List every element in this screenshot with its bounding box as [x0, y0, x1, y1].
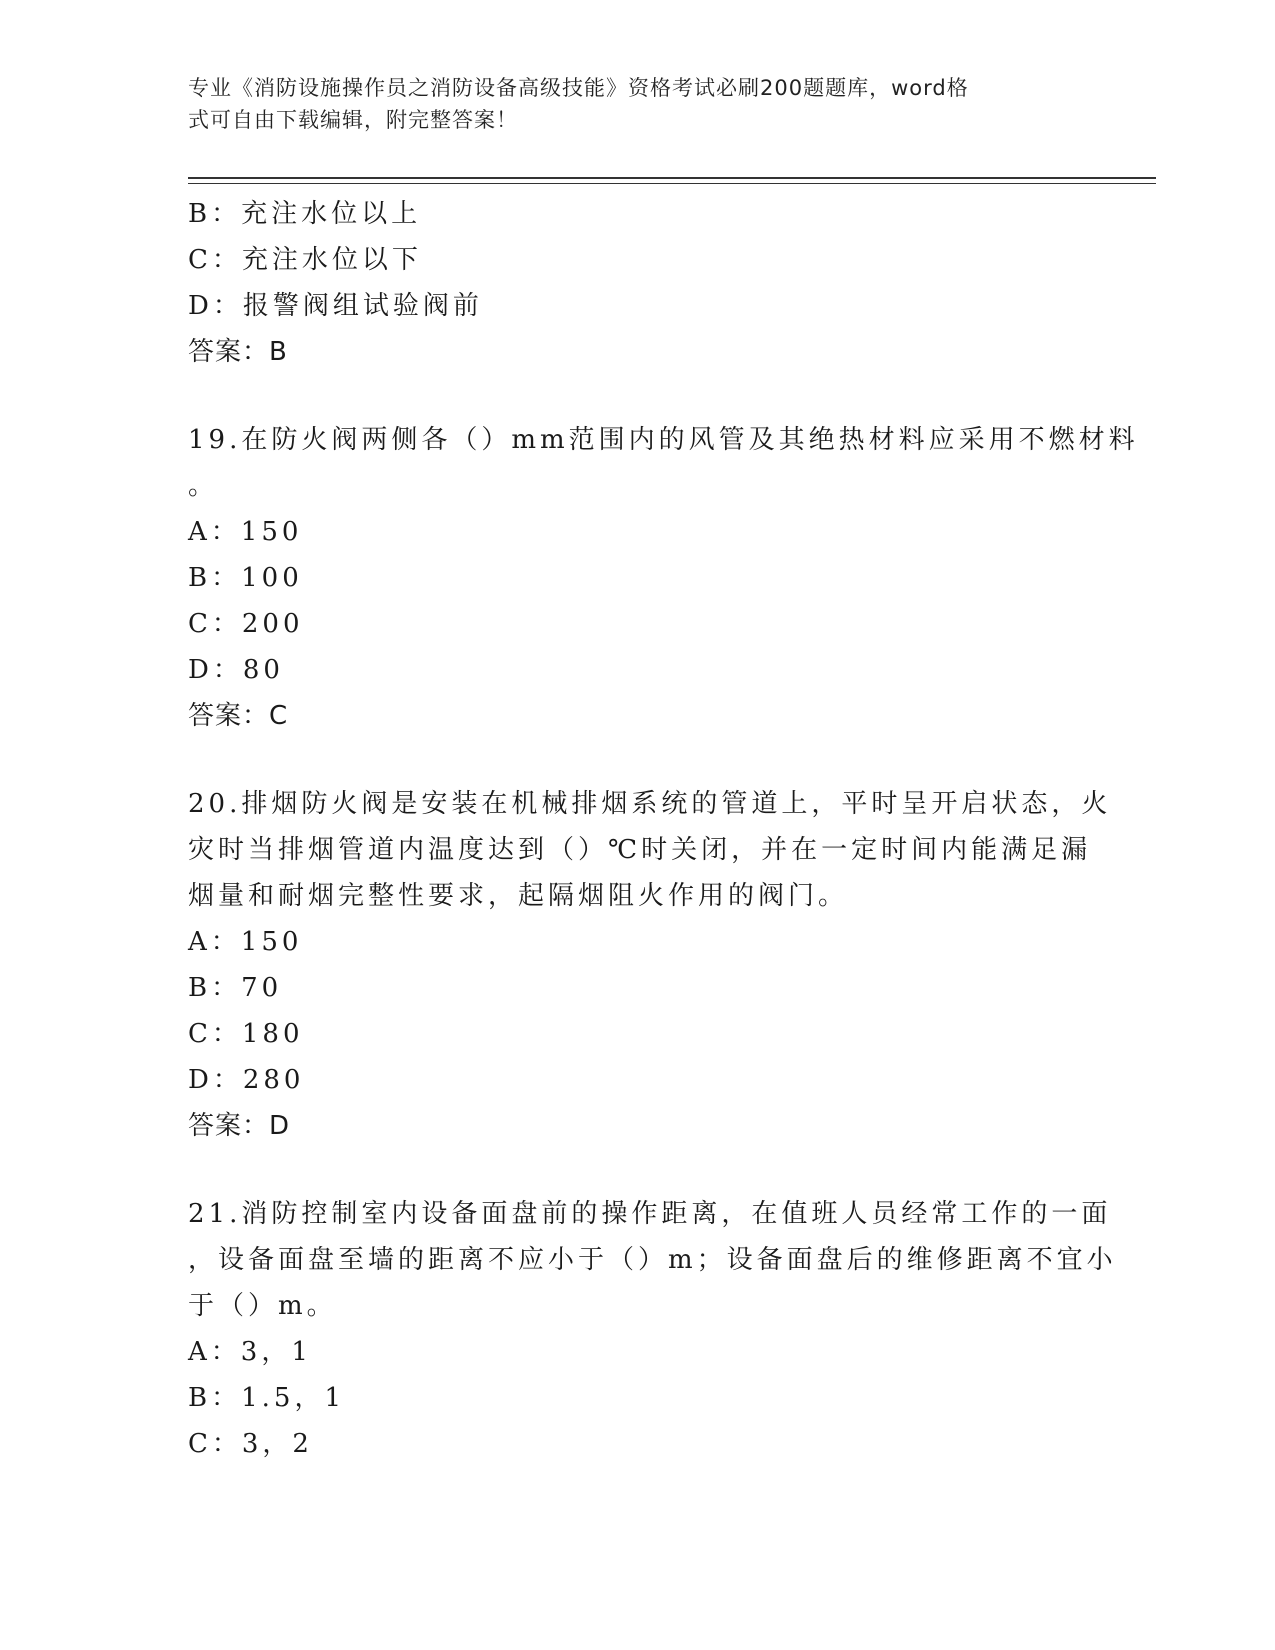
answer-line: 答案：B [188, 337, 288, 367]
option-d: D：报警阀组试验阀前 [188, 291, 483, 321]
option-d: D：80 [188, 655, 284, 685]
option-c: C：充注水位以下 [188, 245, 422, 275]
option-d: D：280 [188, 1065, 305, 1095]
option-c: C：200 [188, 609, 304, 639]
answer-line: 答案：C [188, 701, 289, 731]
question-stem-line: 于（）m。 [188, 1291, 337, 1321]
question-stem-line: 21.消防控制室内设备面盘前的操作距离，在值班人员经常工作的一面 [188, 1199, 1112, 1229]
option-b: B：70 [188, 973, 283, 1003]
question-19 [188, 417, 1139, 739]
header-line-2: 式可自由下载编辑，附完整答案！ [188, 108, 518, 132]
option-c: C：180 [188, 1019, 304, 1049]
option-c: C：3，2 [188, 1429, 313, 1459]
option-b: B：100 [188, 563, 303, 593]
question-stem-line: 20.排烟防火阀是安装在机械排烟系统的管道上，平时呈开启状态，火 [188, 789, 1112, 819]
document-header [188, 72, 1068, 136]
option-a: A：150 [188, 517, 303, 547]
question-stem-line: ，设备面盘至墙的距离不应小于（）m；设备面盘后的维修距离不宜小 [188, 1245, 1117, 1275]
answer-line: 答案：D [188, 1111, 291, 1141]
option-a: A：150 [188, 927, 303, 957]
option-b: B：1.5，1 [188, 1383, 345, 1413]
header-divider-thin [188, 183, 1156, 184]
question-18-tail [188, 191, 1088, 375]
question-21 [188, 1191, 1117, 1467]
question-stem-line: 19.在防火阀两侧各（）mm范围内的风管及其绝热材料应采用不燃材料 [188, 425, 1139, 455]
question-stem-line: 。 [188, 471, 219, 501]
question-stem-line: 烟量和耐烟完整性要求，起隔烟阻火作用的阀门。 [188, 881, 849, 911]
header-line-1: 专业《消防设施操作员之消防设备高级技能》资格考试必刷200题题库，word格 [188, 76, 969, 100]
question-list [188, 191, 1139, 1467]
option-b: B：充注水位以上 [188, 199, 422, 229]
question-20 [188, 781, 1112, 1149]
question-stem-line: 灾时当排烟管道内温度达到（）℃时关闭，并在一定时间内能满足漏 [188, 835, 1092, 865]
header-divider-thick [188, 177, 1156, 179]
option-a: A：3，1 [188, 1337, 312, 1367]
